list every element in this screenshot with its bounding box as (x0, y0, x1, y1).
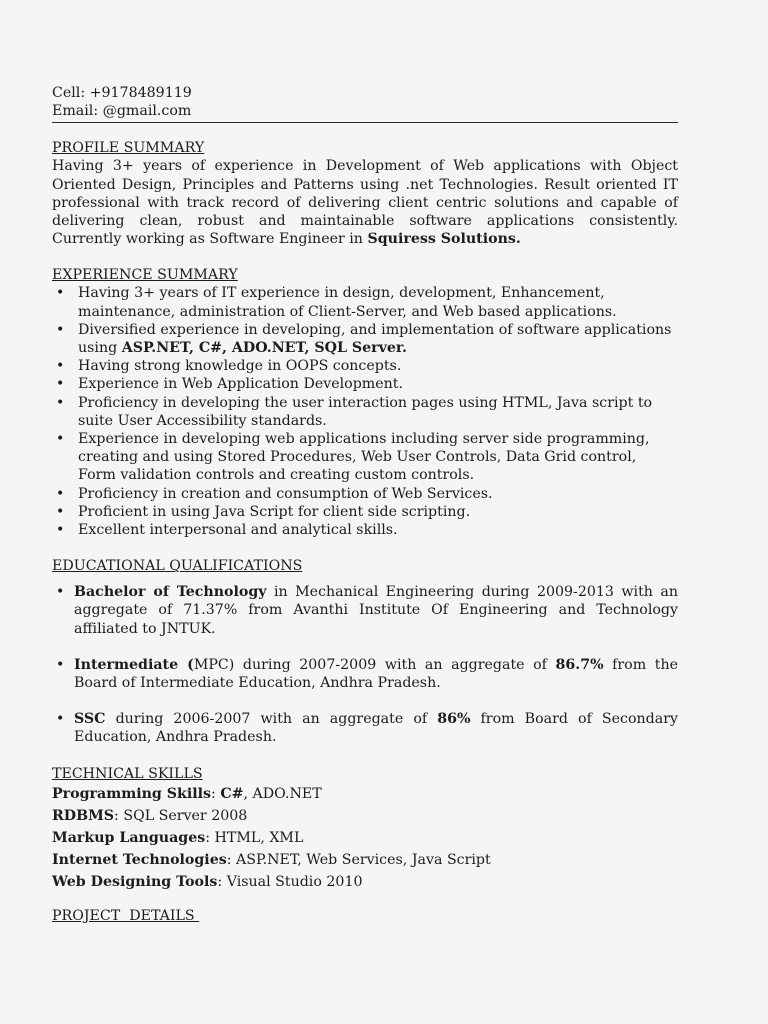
list-item: • Intermediate (MPC) during 2007-2009 with an aggregate of 86.7% from the Board of Intermediate Education, Andhra Pradesh. (56, 656, 678, 692)
education-heading: EDUCATIONAL QUALIFICATIONS (52, 558, 303, 575)
list-item: • Experience in Web Application Development. (56, 376, 403, 393)
list-item: • Bachelor of Technology in Mechanical Engineering during 2009-2013 with an aggregate of 71.37% from Avanthi Institute Of Engineering and Technology affiliated to JNTUK. (56, 584, 678, 637)
experience-list (52, 284, 678, 539)
skill-row-rdbms: RDBMS: SQL Server 2008 (52, 807, 248, 824)
profile-summary-text (52, 157, 678, 248)
list-item: • Having strong knowledge in OOPS concepts. (56, 358, 402, 375)
list-item: • Proficient in using Java Script for client side scripting. (56, 503, 471, 520)
skill-row-programming: Programming Skills: C#, ADO.NET (52, 785, 322, 802)
list-item: • Diversified experience in developing, and implementation of software applications using ASP.NET, C#, ADO.NET, SQL Server. (56, 321, 672, 357)
list-item: • Excellent interpersonal and analytical skills. (56, 522, 398, 539)
skill-row-markup: Markup Languages: HTML, XML (52, 829, 304, 846)
technical-skills-heading: TECHNICAL SKILLS (52, 765, 203, 782)
experience-summary-heading: EXPERIENCE SUMMARY (52, 267, 238, 284)
contact-email: Email: @gmail.com (52, 103, 192, 120)
resume-content (52, 84, 678, 925)
list-item: • Proficiency in creation and consumption of Web Services. (56, 485, 493, 502)
project-details-heading: PROJECT DETAILS (52, 907, 200, 924)
profile-company: Squiress Solutions. (367, 231, 521, 248)
skill-row-web-design: Web Designing Tools: Visual Studio 2010 (52, 873, 363, 890)
skill-row-internet: Internet Technologies: ASP.NET, Web Services, Java Script (52, 851, 491, 868)
profile-summary-body: Having 3+ years of experience in Development of Web applications with Object Oriented Design, Principles and Patterns using .net Technologies. Result oriented IT professional with track record of delivering client centric solutions and capable of delivering clean, robust and maintainable software applications consistently. Currently working as Software Engineer in (52, 158, 678, 248)
list-item: • Experience in developing web applications including server side programming, creating and using Stored Procedures, Web User Controls, Data Grid control, Form validation controls and creating custom controls. (56, 431, 650, 484)
tech-stack: ASP.NET, C#, ADO.NET, SQL Server. (121, 340, 407, 357)
education-list (52, 583, 678, 746)
list-item: • Proficiency in developing the user interaction pages using HTML, Java script to suite User Accessibility standards. (56, 394, 653, 429)
list-item: • Having 3+ years of IT experience in design, development, Enhancement, maintenance, administration of Client-Server, and Web based applications. (56, 285, 617, 320)
profile-summary-heading: PROFILE SUMMARY (52, 140, 205, 157)
header-divider (52, 122, 678, 123)
list-item: • SSC during 2006-2007 with an aggregate of 86% from Board of Secondary Education, Andhra Pradesh. (56, 711, 678, 746)
contact-cell: Cell: +9178489119 (52, 85, 192, 101)
